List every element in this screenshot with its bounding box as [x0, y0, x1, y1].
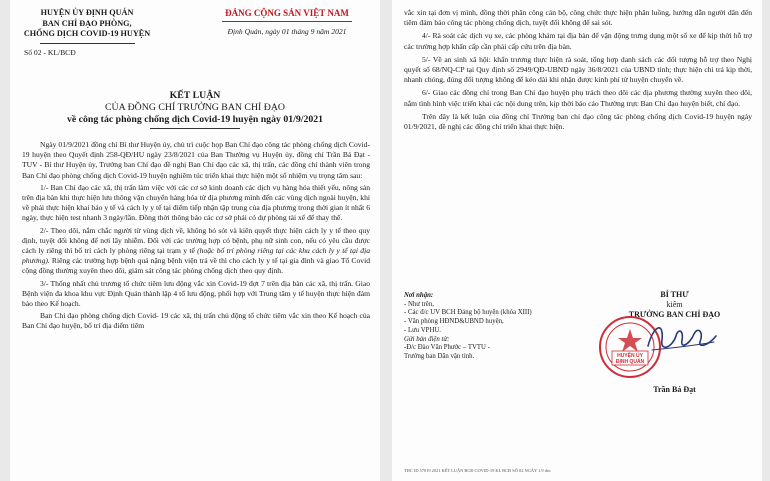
item-2-paragraph — [22, 226, 370, 277]
recipients-block — [404, 292, 584, 362]
title-main: KẾT LUẬN — [169, 90, 221, 101]
signer-name: Trần Bá Đạt — [653, 385, 696, 394]
stamp-text-bottom: ĐỊNH QUÁN — [615, 359, 645, 365]
item-4-paragraph: 4/- Rà soát các dịch vụ xe, các phòng khám tại địa bàn để vận động trưng dụng một số xe để kịp thời hỗ trợ các trường hợp khẩn cấp cần phải cấp cứu trên địa bàn. — [404, 31, 752, 51]
item-6-paragraph: 6/- Giao các đồng chí trong Ban Chỉ đạo huyện phụ trách theo dõi các địa phương thường xuyên theo dõi, nắm tình hình việc triển khai các nội dung trên, kịp thời báo cáo Thường trực Ban Chỉ đạo huyện biết, chỉ đạo. — [404, 88, 752, 108]
item-1-paragraph: 1/- Ban Chỉ đạo các xã, thị trấn làm việc với các cơ sở kinh doanh các dịch vụ hàng hóa thiết yếu, nông sản trên địa bàn khi thực hiện lưu thông vận chuyển hàng hóa từ địa phương mình đến các vùng dịch ngoài huyện, khi về phải thực hiện khai báo y tế và cách ly y tế tại điểm tiếp nhận tập trung của địa phương trong thời gian ít nhất 6 ngày, thực hiện test nhanh 3 ngày/lần. Đồng thời thông báo các cơ sở phải có dự phòng tài xế để thay thế. — [22, 182, 370, 223]
body-left — [22, 140, 370, 332]
send-item: Trưởng ban Dân vận tỉnh. — [404, 352, 475, 360]
file-footer: THC ID 57019 2021 KẾT LUẬN BCĐ COVID-19 KL BCĐ SỐ 02 NGÀY 1.9 doc — [404, 468, 552, 473]
item-2-text-italic: (hoặc bố trí phòng riêng tại các khu cách ly y tế tại địa phương). — [22, 246, 370, 266]
recipient-item: - Lưu VPHU. — [404, 326, 441, 334]
item-3-paragraph: 3/- Thống nhất chủ trương tổ chức tiêm lưu động vắc xin Covid-19 đợt 7 trên địa bàn các xã, thị trấn. Giao Bệnh viện đa khoa khu vực Định Quán thành lập 4 tổ lưu động, phối hợp với Trung tâm y tế huyện thực hiện đảm bảo theo Kế hoạch. — [22, 278, 370, 309]
recipient-item: - Như trên, — [404, 300, 434, 308]
handwritten-signature — [642, 318, 722, 358]
document-page-right — [392, 0, 762, 481]
recipient-item: - Các đ/c UV BCH Đảng bộ huyện (khóa XIII) — [404, 309, 532, 317]
party-name: ĐẢNG CỘNG SẢN VIỆT NAM — [225, 8, 349, 18]
issuing-org — [12, 8, 162, 40]
sign-role-1: BÍ THƯ — [660, 290, 689, 299]
recipients-title: Nơi nhận: — [404, 292, 434, 299]
item-5-paragraph: 5/- Về an sinh xã hội: khẩn trương thực hiện rà soát, tổng hợp danh sách các đối tượng hỗ trợ theo Nghị quyết số 68/NQ-CP tại Quy định số 2949/QĐ-UBND ngày 36/8/2021 của UBND tỉnh; thực hiện chi trả kịp thời, nhanh chóng, đúng đối tượng không để kéo dài khi nhận được kinh phí từ huyện chuyển về. — [404, 54, 752, 85]
item-2-text-a: 2/- Theo dõi, nắm chắc người từ vùng dịch về, không bỏ sót và kiên quyết thực hiện cách ly y tế theo quy định, tuyệt đối không để nơi lây nhiễm. Đối với các trường hợp có bệnh, phụ nữ sinh con, nếu có yêu cầu được cách ly riêng thì bố trí cách ly phòng riêng tại trạm y tế — [22, 225, 370, 256]
title-underline — [150, 128, 240, 129]
org-line-3: CHỐNG DỊCH COVID-19 HUYỆN — [23, 29, 151, 38]
document-number: Số 02 - KL/BCĐ — [24, 48, 76, 57]
title-topic: về công tác phòng chống dịch Covid-19 huyện ngày 01/9/2021 — [66, 114, 324, 125]
place-date: Định Quán, ngày 01 tháng 9 năm 2021 — [227, 27, 347, 36]
send-item: -Đ/c Đào Văn Phước – TVTU - — [404, 344, 490, 352]
sign-role-3: TRƯỞNG BAN CHỈ ĐẠO — [628, 310, 721, 319]
body-right — [404, 8, 752, 132]
org-line-1: HUYỆN ỦY ĐỊNH QUÁN — [40, 8, 134, 17]
send-label: Gửi bản điện tử: — [404, 335, 450, 343]
item-3-continuation: Ban Chỉ đạo phòng chống dịch Covid- 19 các xã, thị trấn chủ động tổ chức tiêm vắc xin theo Kế hoạch của Ban Chỉ đạo huyện, bố trí địa điểm tiêm — [22, 311, 370, 331]
org-underline — [40, 43, 135, 44]
closing-paragraph: Trên đây là kết luận của đồng chí Trưởng ban chỉ đạo công tác phòng chống dịch Covid-19 huyện ngày 01/9/2021, đề nghị các đồng chí triển khai thực hiện. — [404, 111, 752, 132]
item-2-text-b: Riêng các trường hợp bệnh quá nặng bệnh viện trả về thì cho cách ly y tế tại gia đình và giao Tổ Covid cộng đồng thường xuyên theo dõi, giám sát công tác phòng chống dịch theo quy định. — [22, 256, 370, 276]
title-sub: CỦA ĐỒNG CHÍ TRƯỞNG BAN CHỈ ĐẠO — [105, 102, 285, 113]
recipient-item: - Văn phòng HĐND&UBND huyện, — [404, 318, 504, 326]
party-underline — [222, 21, 352, 22]
document-page-left — [10, 0, 380, 481]
stamp-text-top: HUYỆN ỦY — [617, 353, 643, 359]
sign-role-2: kiêm — [666, 300, 683, 309]
intro-paragraph: Ngày 01/9/2021 đồng chí Bí thư Huyện ủy, chủ trì cuộc họp Ban Chỉ đạo công tác phòng chống dịch Covid-19 huyện theo Quyết định 258-QĐ/HU ngày 23/8/2021 của Ban Thường vụ Huyện ủy, đồng chí Trần Bá Đạt - TUV - Bí thư Huyện ủy, Trưởng ban Chỉ đạo đề nghị Ban Chỉ đạo các xã, thị trấn, các đồng chí thành viên trong Ban Chỉ đạo phòng chống dịch Covid-19 huyện nghiêm túc triển khai thực hiện một số nhiệm vụ trọng tâm sau: — [22, 140, 370, 180]
org-line-2: BAN CHỈ ĐẠO PHÒNG, — [42, 18, 132, 28]
continuation-paragraph: vắc xin tại đơn vị mình, đồng thời phân công cán bộ, công chức thực hiện phân luồng, hướng dẫn người dân đến tiêm đảm bảo công tác phòng chống dịch, tuyệt đối không để sai sót. — [404, 8, 752, 28]
